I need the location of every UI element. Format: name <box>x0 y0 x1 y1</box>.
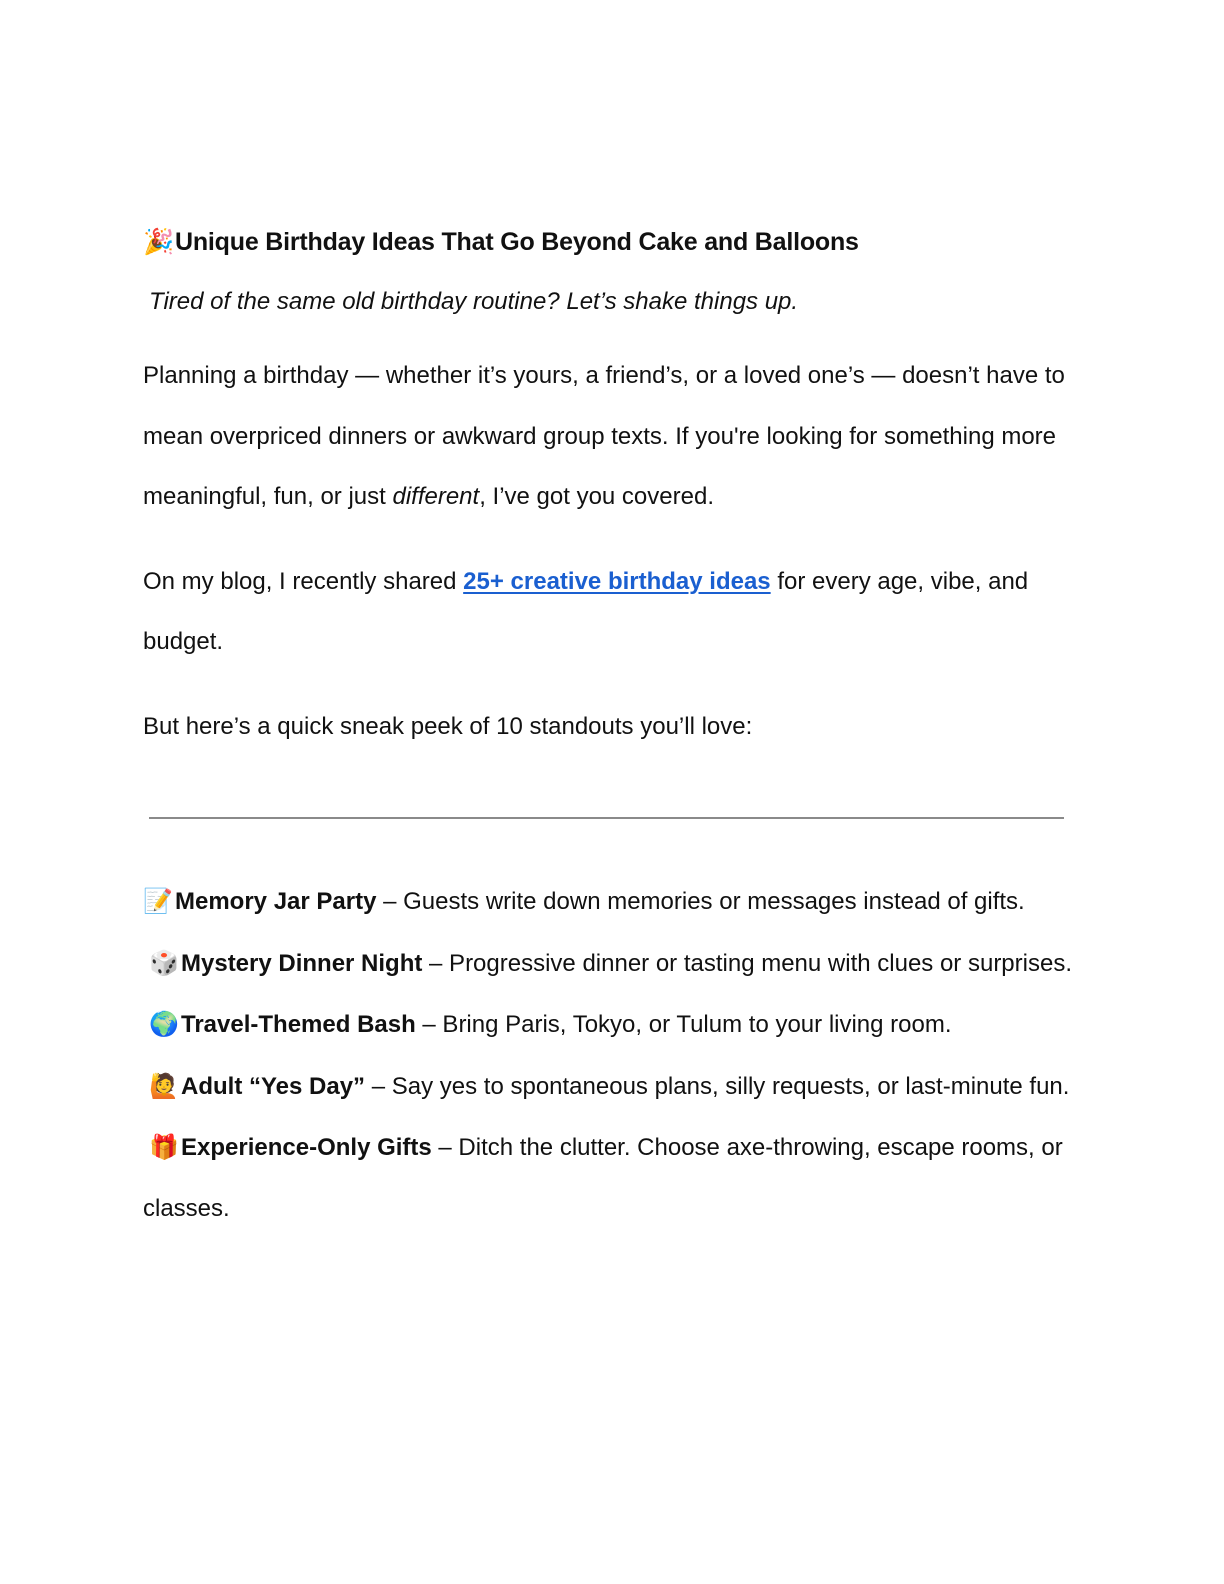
intro-italic-word: different <box>392 483 480 510</box>
idea-name: Memory Jar Party <box>175 888 377 915</box>
globe-icon: 🌍 <box>149 1010 179 1038</box>
sneak-peek-paragraph: But here’s a quick sneak peek of 10 standouts you’ll love: <box>143 712 753 740</box>
person-raising-hand-icon: 🙋 <box>149 1071 179 1100</box>
idea-description: – Ditch the clutter. Choose axe-throwing, escape rooms, or classes. <box>143 1134 1063 1222</box>
blog-text-end: for every age, vibe, and budget. <box>143 567 1029 655</box>
list-item <box>143 1117 1083 1239</box>
document-page <box>143 222 1083 1239</box>
list-item <box>143 933 1083 995</box>
blog-paragraph <box>143 552 1083 673</box>
list-item <box>143 871 1083 933</box>
idea-description: – Bring Paris, Tokyo, or Tulum to your living room. <box>415 1011 952 1038</box>
ideas-list <box>143 871 1083 1239</box>
party-popper-icon: 🎉 <box>143 227 174 256</box>
dice-icon: 🎲 <box>149 948 179 977</box>
article-title-text: Unique Birthday Ideas That Go Beyond Cake and Balloons <box>175 228 859 256</box>
list-item <box>143 1056 1083 1118</box>
idea-description: – Progressive dinner or tasting menu with clues or surprises. <box>422 949 1072 977</box>
horizontal-divider <box>149 817 1064 819</box>
idea-name: Adult “Yes Day” <box>181 1072 366 1100</box>
idea-description: – Guests write down memories or messages instead of gifts. <box>376 888 1025 915</box>
blog-text-start: On my blog, I recently shared <box>143 567 464 595</box>
intro-paragraph <box>143 346 1083 528</box>
gift-icon: 🎁 <box>149 1133 179 1161</box>
article-subtitle: Tired of the same old birthday routine? Let’s shake things up. <box>149 288 799 315</box>
memo-icon: 📝 <box>143 887 173 915</box>
idea-name: Mystery Dinner Night <box>181 949 423 977</box>
article-title <box>143 222 1083 262</box>
birthday-ideas-link[interactable]: 25+ creative birthday ideas <box>463 567 771 595</box>
intro-text-start: Planning a birthday — whether it’s yours, a friend’s, or a loved one’s — doesn’t have to mean overpriced dinners or awkward group texts. If you're looking for something more meaningful, fun, or just <box>143 362 1065 510</box>
list-item <box>143 994 1083 1056</box>
idea-name: Travel-Themed Bash <box>181 1011 416 1038</box>
idea-name: Experience-Only Gifts <box>181 1134 432 1161</box>
idea-description: – Say yes to spontaneous plans, silly requests, or last-minute fun. <box>365 1072 1070 1100</box>
intro-text-end: , I’ve got you covered. <box>479 483 714 510</box>
